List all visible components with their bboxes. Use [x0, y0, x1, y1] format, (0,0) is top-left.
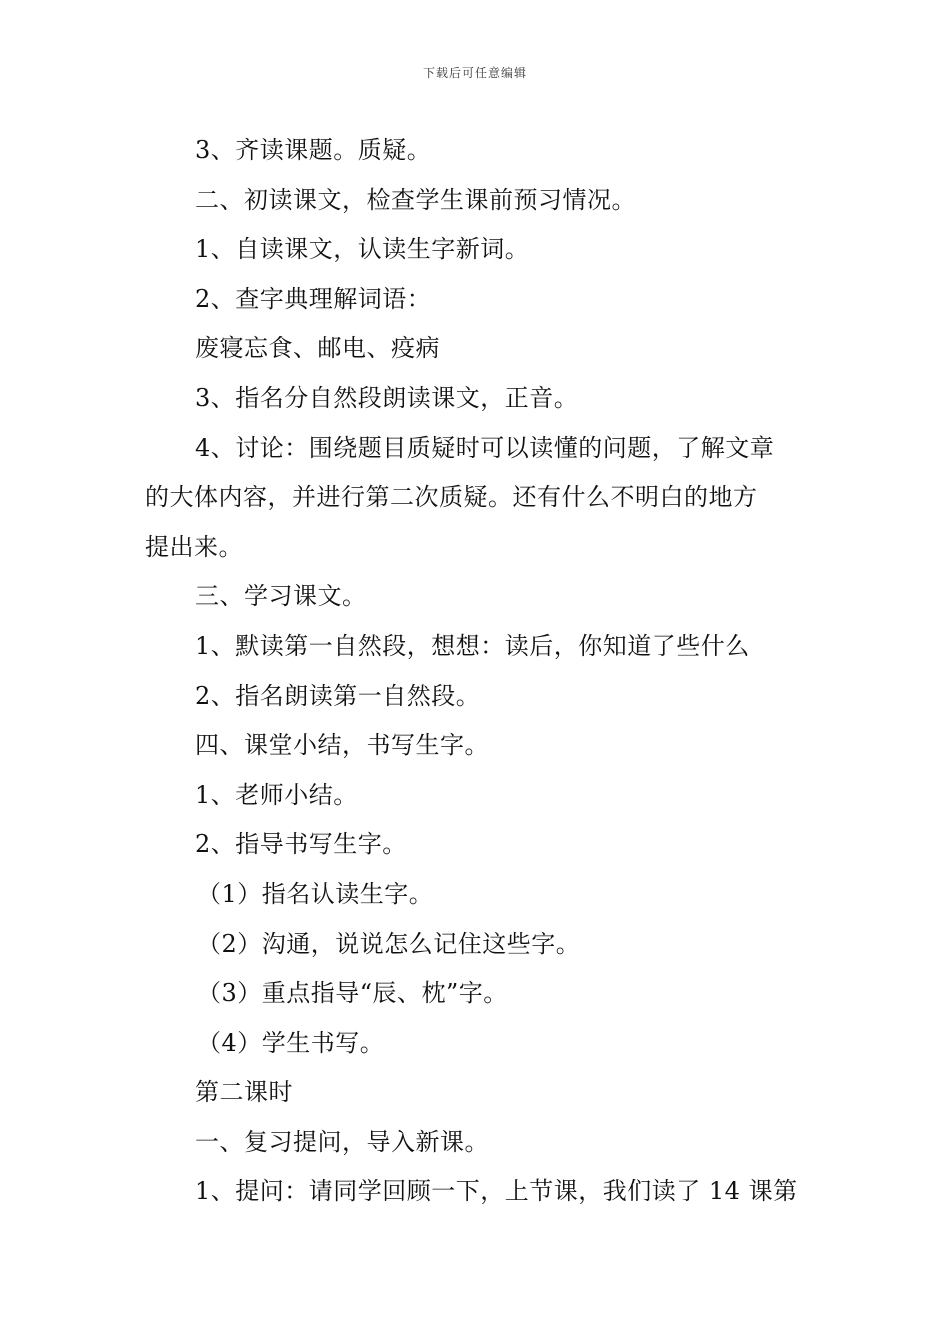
- text-line: 四、课堂小结，书写生字。: [195, 731, 489, 760]
- text-line: 1、老师小结。: [195, 780, 358, 809]
- text-line: 废寝忘食、邮电、疫病: [195, 334, 440, 363]
- text-line: 三、学习课文。: [195, 582, 367, 611]
- text-line: （1）指名认读生字。: [197, 879, 434, 908]
- text-line: 3、齐读课题。质疑。: [195, 136, 432, 164]
- text-line: （3）重点指导“辰、枕”字。: [197, 979, 508, 1008]
- text-line: 3、指名分自然段朗读课文，正音。: [195, 383, 579, 412]
- text-line: 提出来。: [145, 532, 243, 561]
- text-line: 1、自读课文，认读生字新词。: [195, 235, 530, 264]
- text-line: 4、讨论：围绕题目质疑时可以读懂的问题，了解文章: [195, 433, 775, 462]
- text-line: （4）学生书写。: [197, 1028, 385, 1057]
- text-line: 1、提问：请同学回顾一下，上节课，我们读了 14 课第: [195, 1177, 798, 1206]
- text-line: （2）沟通，说说怎么记住这些字。: [197, 929, 581, 958]
- text-line: 二、初读课文，检查学生课前预习情况。: [195, 185, 636, 214]
- text-line: 的大体内容，并进行第二次质疑。还有什么不明白的地方: [145, 483, 758, 512]
- text-line: 1、默读第一自然段，想想：读后，你知道了些什么: [195, 631, 750, 660]
- text-line: 一、复习提问，导入新课。: [195, 1127, 489, 1156]
- section-heading: 第二课时: [195, 1078, 293, 1107]
- text-line: 2、指导书写生字。: [195, 830, 407, 859]
- text-line: 2、指名朗读第一自然段。: [195, 681, 481, 710]
- header-note: 下载后可任意编辑: [422, 66, 527, 80]
- text-line: 2、查字典理解词语：: [195, 284, 432, 313]
- document-body: [145, 126, 815, 1217]
